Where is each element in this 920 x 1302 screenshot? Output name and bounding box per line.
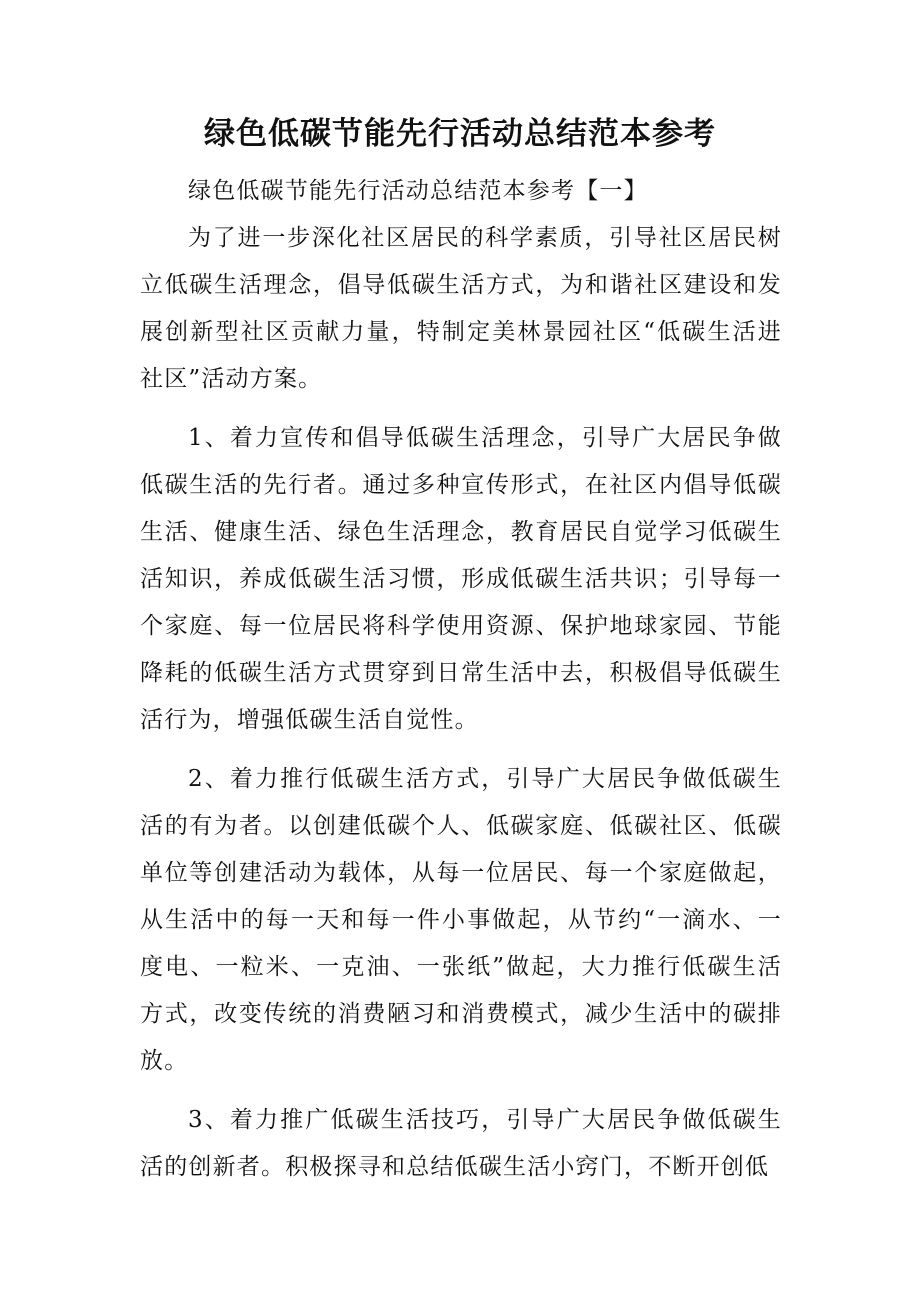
- section-heading: 绿色低碳节能先行活动总结范本参考【一】: [188, 178, 648, 204]
- document-body: [140, 168, 782, 1191]
- document-title: 绿色低碳节能先行活动总结范本参考: [204, 116, 716, 152]
- paragraph-intro: 为了进一步深化社区居民的科学素质，引导社区居民树立低碳生活理念，倡导低碳生活方式，为和谐社区建设和发展创新型社区贡献力量，特制定美林景园社区“低碳生活进社区”活动方案。: [140, 225, 782, 392]
- paragraph-item-1: 1、着力宣传和倡导低碳生活理念，引导广大居民争做低碳生活的先行者。通过多种宣传形式，在社区内倡导低碳生活、健康生活、绿色生活理念，教育居民自觉学习低碳生活知识，养成低碳生活习惯，形成低碳生活共识；引导每一个家庭、每一位居民将科学使用资源、保护地球家园、节能降耗的低碳生活方式贯穿到日常生活中去，积极倡导低碳生活行为，增强低碳生活自觉性。: [140, 425, 782, 733]
- paragraph-item-3: 3、着力推广低碳生活技巧，引导广大居民争做低碳生活的创新者。积极探寻和总结低碳生活小窍门，不断开创低: [140, 1107, 782, 1180]
- paragraph-item-2: 2、着力推行低碳生活方式，引导广大居民争做低碳生活的有为者。以创建低碳个人、低碳家庭、低碳社区、低碳单位等创建活动为载体，从每一位居民、每一个家庭做起，从生活中的每一天和每一件小事做起，从节约“一滴水、一度电、一粒米、一克油、一张纸”做起，大力推行低碳生活方式，改变传统的消费陋习和消费模式，减少生活中的碳排放。: [140, 766, 782, 1074]
